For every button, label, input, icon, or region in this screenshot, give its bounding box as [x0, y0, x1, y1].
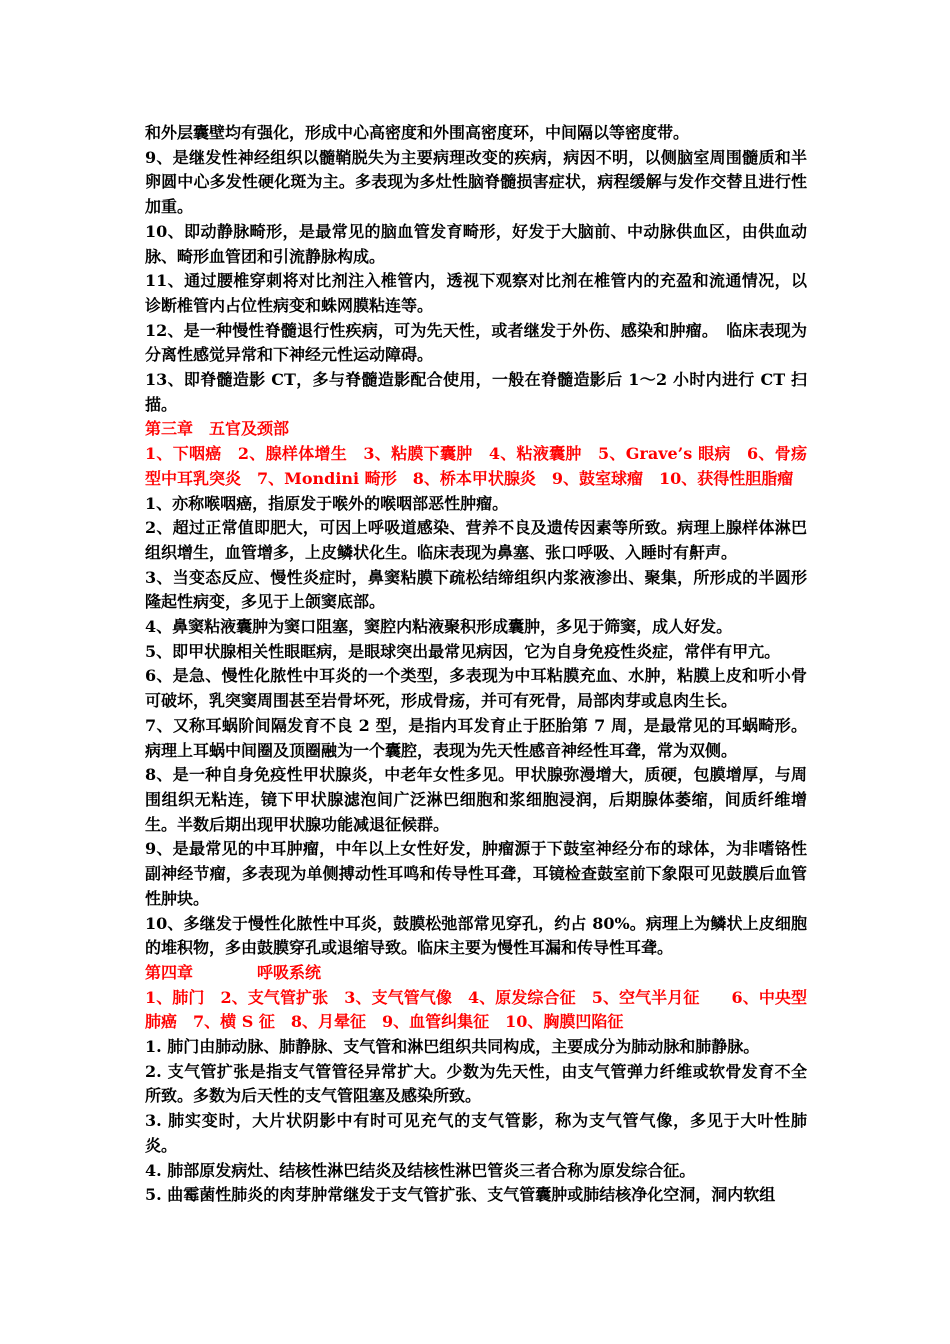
answer-2-ch4: 2. 支气管扩张是指支气管管径异常扩大。少数为先天性，由支气管弹力纤维或软骨发育不全所致。多数为后天性的支气管阻塞及感染所致。	[145, 1061, 807, 1106]
answer-13-ch2: 13、即脊髓造影 CT，多与脊髓造影配合使用，一般在脊髓造影后 1～2 小时内进行 CT 扫描。	[145, 370, 807, 414]
answer-2-ch3: 2、超过正常值即肥大，可因上呼吸道感染、营养不良及遗传因素等所致。病理上腺样体淋巴组织增生，血管增多，上皮鳞状化生。临床表现为鼻塞、张口呼吸、入睡时有鼾声。	[145, 518, 807, 562]
chapter-4-heading: 第四章 呼吸系统	[145, 962, 322, 982]
answer-7-ch3: 7、又称耳蜗阶间隔发育不良 2 型，是指内耳发育止于胚胎第 7 周，是最常见的耳蜗畸形。病理上耳蜗中间圈及顶圈融为一个囊腔，表现为先天性感音神经性耳聋，常为双侧。	[145, 715, 807, 760]
answer-1-ch4: 1. 肺门由肺动脉、肺静脉、支气管和淋巴组织共同构成，主要成分为肺动脉和肺静脉。	[145, 1037, 760, 1057]
answer-10-ch3: 10、多继发于慢性化脓性中耳炎，鼓膜松弛部常见穿孔，约占 80%。病理上为鳞状上皮细胞的堆积物，多由鼓膜穿孔或退缩导致。临床主要为慢性耳漏和传导性耳聋。	[145, 913, 807, 958]
answer-1-ch3: 1、亦称喉咽癌，指原发于喉外的喉咽部恶性肿瘤。	[145, 493, 509, 513]
answer-3-ch3: 3、当变态反应、慢性炎症时，鼻窦粘膜下疏松结缔组织内浆液渗出、聚集，所形成的半圆形隆起性病变，多见于上颌窦底部。	[145, 567, 807, 612]
answer-6-ch3: 6、是急、慢性化脓性中耳炎的一个类型，多表现为中耳粘膜充血、水肿，粘膜上皮和听小骨可破坏，乳突窦周围甚至岩骨坏死，形成骨疡，并可有死骨，局部肉芽或息肉生长。	[145, 666, 807, 711]
chapter-3-heading: 第三章 五官及颈部	[145, 419, 290, 439]
chapter-3-term-list: 1、下咽癌 2、腺样体增生 3、粘膜下囊肿 4、粘液囊肿 5、Grave’s 眼病 6、骨疡型中耳乳突炎 7、Mondini 畸形 8、桥本甲状腺炎 9、鼓室球瘤 10、获得性胆脂瘤	[145, 444, 807, 488]
answer-5-ch4: 5. 曲霉菌性肺炎的肉芽肿常继发于支气管扩张、支气管囊肿或肺结核净化空洞，洞内软组	[145, 1185, 776, 1205]
answer-5-ch3: 5、即甲状腺相关性眼眶病，是眼球突出最常见病因，它为自身免疫性炎症，常伴有甲亢。	[145, 641, 781, 661]
answer-4-ch3: 4、鼻窦粘液囊肿为窦口阻塞，窦腔内粘液聚积形成囊肿，多见于筛窦，成人好发。	[145, 617, 733, 637]
chapter-4-term-list: 1、肺门 2、支气管扩张 3、支气管气像 4、原发综合征 5、空气半月征 6、中央型肺癌 7、横 S 征 8、月晕征 9、血管纠集征 10、胸膜凹陷征	[145, 987, 807, 1032]
paragraph-continuation: 和外层囊壁均有强化，形成中心高密度和外围高密度环，中间隔以等密度带。	[145, 123, 690, 142]
answer-12-ch2: 12、是一种慢性脊髓退行性疾病，可为先天性，或者继发于外伤、感染和肿瘤。 临床表现为分离性感觉异常和下神经元性运动障碍。	[145, 320, 807, 365]
answer-3-ch4: 3. 肺实变时，大片状阴影中有时可见充气的支气管影，称为支气管气像，多见于大叶性肺炎。	[145, 1111, 807, 1155]
answer-9-ch3: 9、是最常见的中耳肿瘤，中年以上女性好发，肿瘤源于下鼓室神经分布的球体，为非嗜铬性副神经节瘤，多表现为单侧搏动性耳鸣和传导性耳聋，耳镜检查鼓室前下象限可见鼓膜后血管性肿块。	[145, 839, 807, 908]
answer-8-ch3: 8、是一种自身免疫性甲状腺炎，中老年女性多见。甲状腺弥漫增大，质硬，包膜增厚，与周围组织无粘连，镜下甲状腺滤泡间广泛淋巴细胞和浆细胞浸润，后期腺体萎缩，间质纤维增生。半数后期出现甲状腺功能减退征候群。	[145, 765, 807, 834]
answer-9-ch2: 9、是继发性神经组织以髓鞘脱失为主要病理改变的疾病，病因不明，以侧脑室周围髓质和半卵圆中心多发性硬化斑为主。多表现为多灶性脑脊髓损害症状，病程缓解与发作交替且进行性加重。	[145, 147, 807, 217]
answer-4-ch4: 4. 肺部原发病灶、结核性淋巴结炎及结核性淋巴管炎三者合称为原发综合征。	[145, 1160, 696, 1180]
answer-11-ch2: 11、通过腰椎穿刺将对比剂注入椎管内，透视下观察对比剂在椎管内的充盈和流通情况，以诊断椎管内占位性病变和蛛网膜粘连等。	[145, 271, 807, 315]
document-body	[145, 121, 807, 1208]
answer-10-ch2: 10、即动静脉畸形，是最常见的脑血管发育畸形，好发于大脑前、中动脉供血区，由供血动脉、畸形血管团和引流静脉构成。	[145, 221, 807, 266]
